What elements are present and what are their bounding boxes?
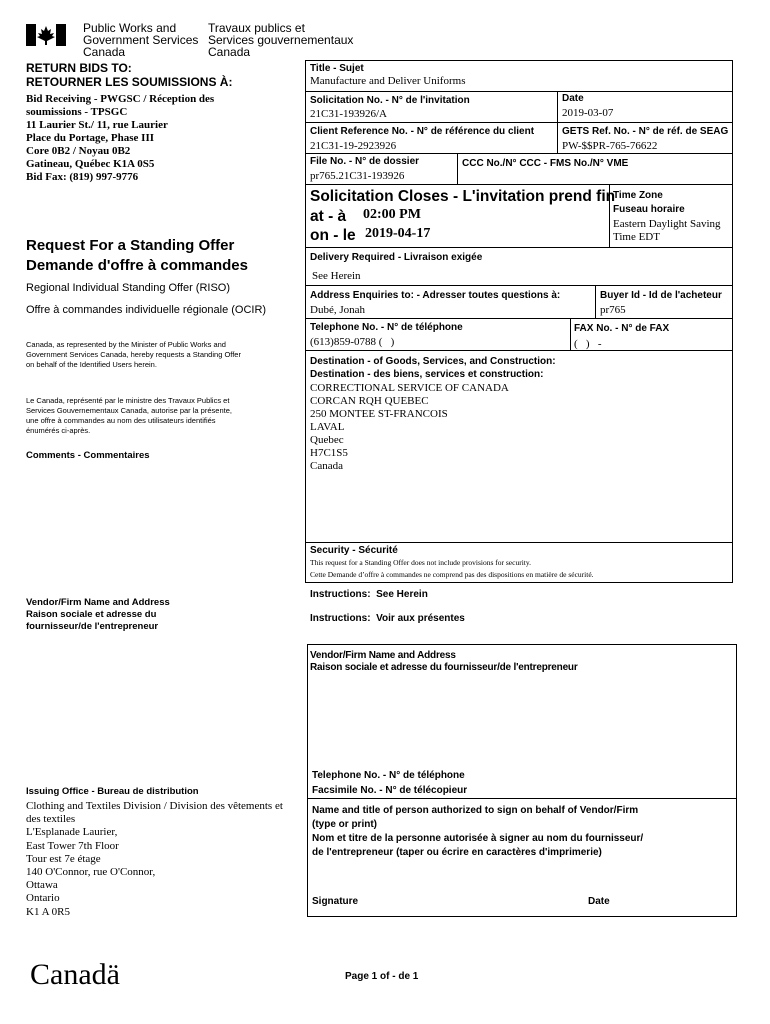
destination-address: CORRECTIONAL SERVICE OF CANADA CORCAN RQH QUEBEC 250 MONTEE ST-FRANCOIS LAVAL Quebec H7C1S5 Canada <box>310 382 509 472</box>
instructions-fr: Instructions: Voir aux présentes <box>310 613 465 624</box>
time-zone-value: Eastern Daylight Saving Time EDT <box>613 218 721 243</box>
government-flag-logo <box>26 24 66 46</box>
signature-date-label: Date <box>588 896 610 907</box>
request-paragraph-fr: Le Canada, représenté par le ministre des Travaux Publics et Services Gouvernementaux Canada, autorise par la présente, une offre à commandes au nom des utilisateurs identifiés énumérés ci-après. <box>26 396 232 435</box>
buyer-id-value: pr765 <box>600 304 626 316</box>
issuing-office-address: Clothing and Textiles Division / Division des vêtements et des textiles L'Esplanade Laurier, East Tower 7th Floor Tour est 7e étage 140 O'Connor, rue O'Connor, Ottawa Ontario K1 A 0R5 <box>26 800 283 918</box>
file-no-label: File No. - N° de dossier <box>310 156 420 167</box>
buyer-id-label: Buyer Id - Id de l'acheteur <box>600 290 722 301</box>
address-enquiries-label: Address Enquiries to: - Adresser toutes questions à: <box>310 290 561 301</box>
destination-label: Destination - of Goods, Services, and Construction: Destination - des biens, services et construction: <box>310 356 556 380</box>
return-bids-title: RETURN BIDS TO: RETOURNER LES SOUMISSIONS À: <box>26 61 233 89</box>
page-number: Page 1 of - de 1 <box>345 971 419 982</box>
telephone-value: (613)859-0788 ( ) <box>310 336 395 348</box>
fax-value: ( ) - <box>574 338 602 350</box>
client-reference-value: 21C31-19-2923926 <box>310 140 397 152</box>
closing-at-label: at - à <box>310 208 347 225</box>
title-label: Title - Sujet <box>310 63 364 74</box>
signature-label: Signature <box>312 896 359 907</box>
issuing-office-label: Issuing Office - Bureau de distribution <box>26 786 199 797</box>
authorized-person-label: Name and title of person authorized to sign on behalf of Vendor/Firm (type or print) Nom et titre de la personne autorisée à signer au nom du fournisseur/ de l'entrepreneur (taper ou écrire en caractères d'imprimerie) <box>312 805 644 858</box>
solicitation-closes-label: Solicitation Closes - L'invitation prend fin <box>310 188 616 205</box>
closing-date-value: 2019-04-17 <box>365 226 431 241</box>
vendor-label-left: Vendor/Firm Name and Address Raison sociale et adresse du fournisseur/de l'entrepreneur <box>26 597 170 632</box>
comments-label: Comments - Commentaires <box>26 450 150 461</box>
date-value: 2019-03-07 <box>562 107 614 119</box>
security-text-en: This request for a Standing Offer does not include provisions for security. <box>310 558 531 567</box>
ccc-no-label: CCC No./N° CCC - FMS No./N° VME <box>462 158 629 169</box>
page-title: Request For a Standing Offer Demande d'offre à commandes <box>26 237 248 274</box>
date-label: Date <box>562 93 584 104</box>
title-value: Manufacture and Deliver Uniforms <box>310 75 466 87</box>
closing-time-value: 02:00 PM <box>363 207 421 222</box>
address-enquiries-value: Dubé, Jonah <box>310 304 365 316</box>
department-name-fr: Travaux publics et Services gouvernementaux Canada <box>208 21 354 59</box>
vendor-telephone-label: Telephone No. - N° de téléphone <box>312 770 465 781</box>
canada-wordmark: Canadä <box>30 958 120 991</box>
solicitation-no-value: 21C31-193926/A <box>310 108 387 120</box>
vendor-facsimile-label: Facsimile No. - N° de télécopieur <box>312 785 468 796</box>
closing-on-label: on - le <box>310 227 356 244</box>
gets-ref-value: PW-$$PR-765-76622 <box>562 140 658 152</box>
gets-ref-label: GETS Ref. No. - N° de réf. de SEAG <box>562 126 729 137</box>
security-label: Security - Sécurité <box>310 545 398 556</box>
vendor-name-address-label: Vendor/Firm Name and Address Raison sociale et adresse du fournisseur/de l'entrepreneur <box>310 650 578 673</box>
delivery-required-label: Delivery Required - Livraison exigée <box>310 252 483 263</box>
offer-type-en: Regional Individual Standing Offer (RISO) <box>26 282 231 294</box>
delivery-required-value: See Herein <box>312 270 361 282</box>
instructions-en: Instructions: See Herein <box>310 589 428 600</box>
client-reference-label: Client Reference No. - N° de référence du client <box>310 126 535 137</box>
file-no-value: pr765.21C31-193926 <box>310 170 405 182</box>
security-text-fr: Cette Demande d’offre à commandes ne comprend pas des dispositions en matière de sécurité. <box>310 570 594 579</box>
telephone-label: Telephone No. - N° de téléphone <box>310 322 463 333</box>
return-bids-address: Bid Receiving - PWGSC / Réception des soumissions - TPSGC 11 Laurier St./ 11, rue Laurier Place du Portage, Phase III Core 0B2 / Noyau 0B2 Gatineau, Québec K1A 0S5 Bid Fax: (819) 997-9776 <box>26 93 215 183</box>
solicitation-no-label: Solicitation No. - N° de l'invitation <box>310 95 470 106</box>
fax-label: FAX No. - N° de FAX <box>574 323 670 334</box>
department-name-en: Public Works and Government Services Canada <box>83 21 199 59</box>
request-paragraph-en: Canada, as represented by the Minister of Public Works and Government Services Canada, hereby requests a Standing Offer on behalf of the Identified Users herein. <box>26 340 241 369</box>
time-zone-label: Time Zone Fuseau horaire <box>613 190 685 215</box>
offer-type-fr: Offre à commandes individuelle régionale (OCIR) <box>26 304 267 316</box>
